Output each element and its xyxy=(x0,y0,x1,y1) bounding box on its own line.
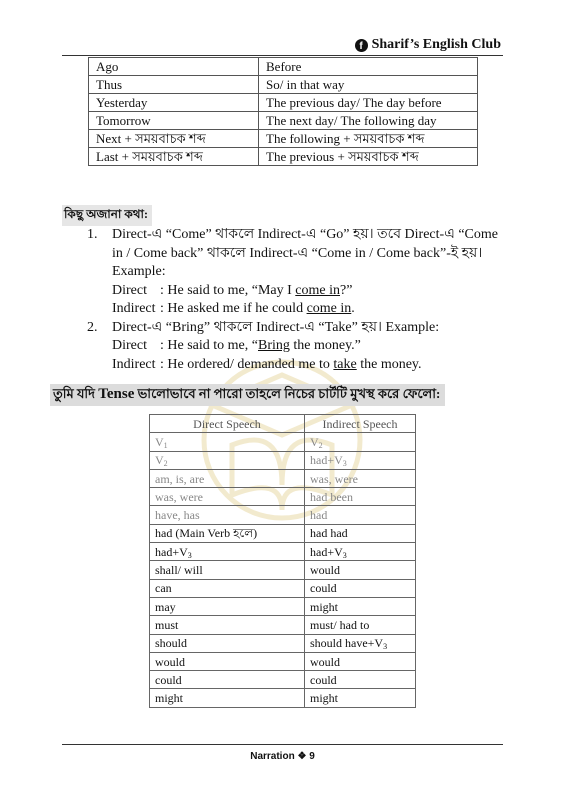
subscript: 1 xyxy=(163,440,168,450)
table-cell xyxy=(305,506,416,524)
table-row xyxy=(89,148,478,166)
cell-text: had+V xyxy=(310,453,343,468)
subscript: 3 xyxy=(187,550,192,560)
indirect-text: : He asked me if he could xyxy=(160,301,307,316)
cell-text: V xyxy=(310,434,319,449)
item-number: 2. xyxy=(87,319,98,335)
table-row xyxy=(150,543,416,561)
table-cell xyxy=(150,597,305,615)
table-cell: The next day/ The following day xyxy=(259,112,478,130)
underlined-phrase: take xyxy=(333,356,357,372)
table-row xyxy=(150,689,416,707)
cell-text: had+V xyxy=(310,544,343,559)
footer-divider xyxy=(62,744,503,745)
table-cell xyxy=(305,433,416,451)
table-row xyxy=(89,76,478,94)
cell-text: shall/ will xyxy=(155,563,203,578)
direct-example xyxy=(112,337,505,356)
footer-label: Narration xyxy=(250,751,295,762)
table-row xyxy=(89,130,478,148)
cell-text: V xyxy=(155,434,164,449)
table-row xyxy=(150,469,416,487)
table-cell: Before xyxy=(259,58,478,76)
subscript: 2 xyxy=(318,440,323,450)
direct-label: Direct xyxy=(112,282,147,298)
table-cell xyxy=(305,671,416,689)
table-cell xyxy=(305,597,416,615)
table-cell xyxy=(150,616,305,634)
table-cell xyxy=(150,506,305,524)
cell-text: had+V xyxy=(155,544,188,559)
cell-text: must xyxy=(155,617,179,632)
table-cell xyxy=(305,689,416,707)
table-cell: The previous + সময়বাচক শব্দ xyxy=(259,148,478,166)
cell-text: had been xyxy=(310,489,353,504)
brand-name: Sharif’s English Club xyxy=(371,37,501,52)
table-cell xyxy=(150,488,305,506)
cell-text: could xyxy=(155,672,182,687)
table-cell xyxy=(305,451,416,469)
brand-header xyxy=(355,37,501,53)
table-row xyxy=(150,597,416,615)
cell-text: may xyxy=(155,599,176,614)
header-divider xyxy=(62,55,503,56)
example-label: Example: xyxy=(112,264,166,279)
direct-label: Direct xyxy=(112,338,147,353)
time-word-table xyxy=(88,57,478,166)
cell-text: had (Main Verb হলে) xyxy=(155,526,258,541)
table-cell xyxy=(150,579,305,597)
subscript: 3 xyxy=(342,550,347,560)
cell-text: could xyxy=(310,581,337,596)
cell-text: was, were xyxy=(310,471,358,486)
table-cell xyxy=(150,561,305,579)
cell-text: have, has xyxy=(155,508,200,523)
table-cell: The following + সময়বাচক শব্দ xyxy=(259,130,478,148)
table-row xyxy=(89,112,478,130)
cell-text: might xyxy=(310,599,339,614)
table-row xyxy=(150,506,416,524)
table-row xyxy=(150,579,416,597)
subscript: 3 xyxy=(383,642,388,652)
table-cell: Thus xyxy=(89,76,259,94)
indirect-text-end: . xyxy=(351,301,355,316)
table-cell xyxy=(305,652,416,670)
table-row xyxy=(150,524,416,542)
table-cell xyxy=(305,579,416,597)
cell-text: would xyxy=(310,654,340,669)
table-row xyxy=(150,451,416,469)
table-cell: Next + সময়বাচক শব্দ xyxy=(89,130,259,148)
table-cell xyxy=(305,616,416,634)
heading-part: তুমি যদি xyxy=(53,386,99,401)
list-item xyxy=(87,226,505,319)
table-cell xyxy=(305,634,416,652)
column-header-direct: Direct Speech xyxy=(150,415,305,433)
cell-text: would xyxy=(155,654,185,669)
table-cell xyxy=(305,543,416,561)
table-cell xyxy=(150,451,305,469)
tense-change-table xyxy=(149,414,416,708)
footer-separator-icon: ❖ xyxy=(297,751,307,762)
table-cell xyxy=(150,433,305,451)
indirect-label: Indirect xyxy=(112,356,156,372)
table-cell: Tomorrow xyxy=(89,112,259,130)
cell-text: might xyxy=(310,691,339,706)
underlined-phrase: Bring xyxy=(257,338,290,353)
page-number: 9 xyxy=(309,751,315,762)
table-row xyxy=(89,94,478,112)
cell-text: am, is, are xyxy=(155,471,205,486)
cell-text: was, were xyxy=(155,489,203,504)
cell-text: V xyxy=(155,453,164,468)
table-cell xyxy=(150,634,305,652)
facebook-icon: f xyxy=(355,39,368,52)
cell-text: had xyxy=(310,508,328,523)
direct-text: : He said to me, “ xyxy=(160,338,258,353)
facts-list xyxy=(87,226,505,374)
item-number: 1. xyxy=(87,227,98,242)
table-row xyxy=(150,561,416,579)
table-row xyxy=(89,58,478,76)
cell-text: might xyxy=(155,691,184,706)
page-footer xyxy=(0,751,565,762)
direct-example xyxy=(112,282,505,301)
indirect-example xyxy=(112,300,505,319)
cell-text: can xyxy=(155,581,172,596)
direct-text-end: the money.” xyxy=(289,338,361,353)
cell-text: must/ had to xyxy=(310,617,370,632)
table-row xyxy=(150,616,416,634)
table-cell xyxy=(150,671,305,689)
table-cell: The previous day/ The day before xyxy=(259,94,478,112)
heading-part: ভালোভাবে না পারো তাহলে নিচের চার্টটি মুখস্থ করে ফেলো: xyxy=(134,386,441,401)
table-row xyxy=(150,433,416,451)
underlined-phrase: come in xyxy=(306,301,352,316)
cell-text: should xyxy=(155,636,188,651)
cell-text: would xyxy=(310,563,340,578)
indirect-text: : He ordered/ demanded me to xyxy=(160,356,334,372)
table-cell: Yesterday xyxy=(89,94,259,112)
column-header-indirect: Indirect Speech xyxy=(305,415,416,433)
table-cell xyxy=(305,469,416,487)
table-cell: Ago xyxy=(89,58,259,76)
table-cell xyxy=(150,652,305,670)
subscript: 2 xyxy=(163,459,168,469)
table-cell xyxy=(150,689,305,707)
table-row xyxy=(150,634,416,652)
table-cell xyxy=(150,543,305,561)
heading-tense-word: Tense xyxy=(98,386,135,402)
cell-text: should have+V xyxy=(310,636,384,651)
table-cell xyxy=(305,488,416,506)
subscript: 3 xyxy=(342,459,347,469)
indirect-text-end: the money. xyxy=(356,356,422,372)
indirect-example xyxy=(112,356,505,375)
table-cell: Last + সময়বাচক শব্দ xyxy=(89,148,259,166)
table-row xyxy=(150,488,416,506)
table-row xyxy=(150,671,416,689)
table-cell xyxy=(305,561,416,579)
section-heading-tense-chart xyxy=(50,384,445,406)
table-cell xyxy=(150,524,305,542)
table-cell xyxy=(305,524,416,542)
section-heading-unknown-facts: কিছু অজানা কথা: xyxy=(62,205,152,226)
table-header-row xyxy=(150,415,416,433)
table-cell xyxy=(150,469,305,487)
underlined-phrase: come in xyxy=(295,282,341,298)
direct-text-end: ?” xyxy=(340,282,353,298)
item-text: Direct-এ “Come” থাকলে Indirect-এ “Go” হয়। তবে Direct-এ “Come in / Come back” থাকলে Indirect-এ “Come in / Come back”-ই হয়। xyxy=(112,227,498,261)
table-cell: So/ in that way xyxy=(259,76,478,94)
list-item xyxy=(87,319,505,375)
item-text: Direct-এ “Bring” থাকলে Indirect-এ “Take” হয়। Example: xyxy=(112,319,440,335)
direct-text: : He said to me, “May I xyxy=(160,282,296,298)
table-row xyxy=(150,652,416,670)
cell-text: had had xyxy=(310,526,348,541)
indirect-label: Indirect xyxy=(112,301,156,316)
cell-text: could xyxy=(310,672,337,687)
